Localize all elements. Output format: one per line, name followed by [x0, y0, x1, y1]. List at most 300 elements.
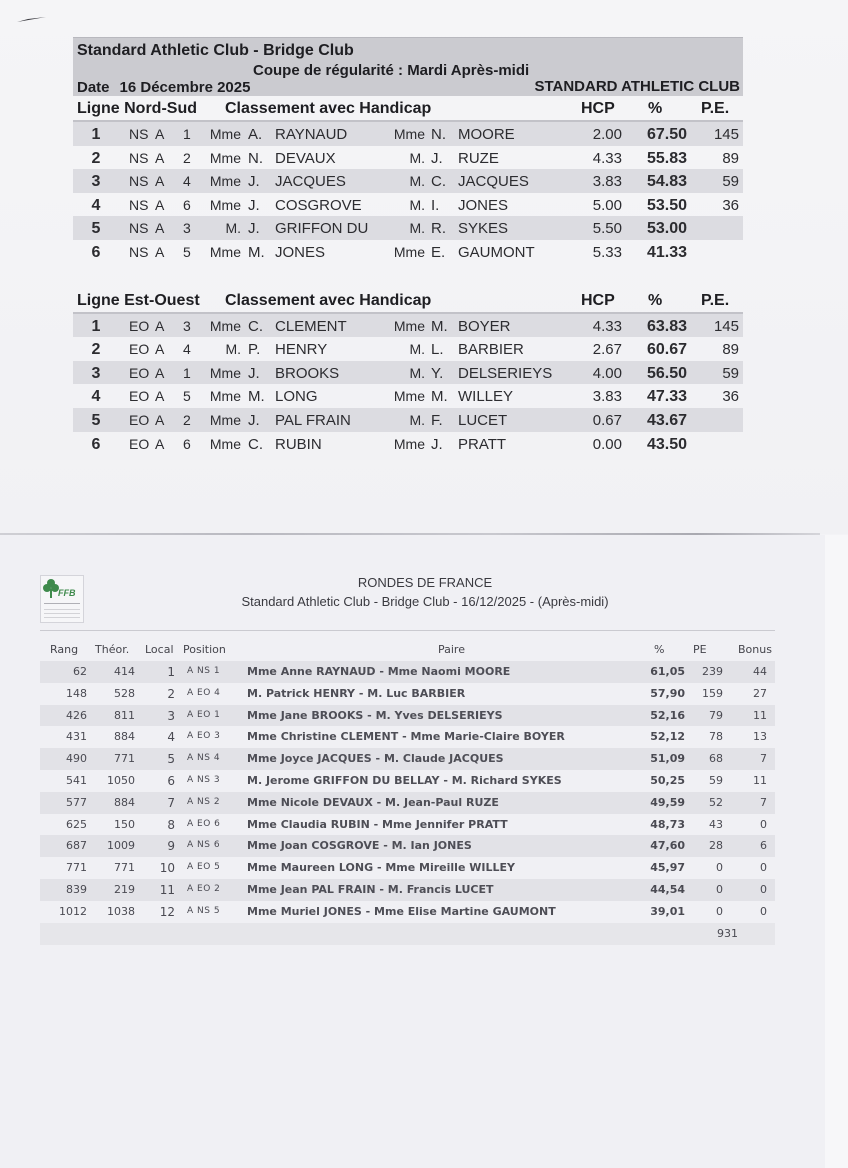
- bonus-cell: 0: [760, 904, 767, 918]
- section-cell: A: [155, 220, 165, 237]
- section-cell: A: [155, 173, 165, 190]
- section-title-ns: [73, 96, 743, 122]
- svg-text:FFB: FFB: [58, 588, 76, 598]
- title-1: Mme: [209, 243, 241, 260]
- initial-1: J.: [248, 364, 260, 382]
- player-2-name: SYKES: [458, 220, 509, 238]
- pe-cell: 78: [709, 730, 723, 744]
- pe-cell: 79: [709, 708, 723, 722]
- table-row: [40, 705, 775, 727]
- initial-2: J.: [431, 149, 443, 167]
- bonus-cell: 44: [753, 665, 767, 678]
- col-pe: P.E.: [701, 100, 730, 117]
- pe-cell: 159: [702, 686, 723, 700]
- position-cell: A NS 4: [187, 753, 221, 764]
- pair-cell: M. Jerome GRIFFON DU BELLAY - M. Richard SYKES: [247, 773, 562, 787]
- rang-cell: 687: [66, 839, 87, 853]
- theor-cell: 1050: [107, 773, 135, 787]
- title-2: M.: [409, 196, 425, 213]
- ffb-results-table: [40, 640, 775, 945]
- table-row: [73, 432, 743, 456]
- initial-1: J.: [248, 220, 260, 238]
- hcp-cell: 2.67: [592, 341, 622, 359]
- pair-cell: Mme Joan COSGROVE - M. Ian JONES: [247, 839, 472, 853]
- direction-cell: NS: [129, 220, 149, 237]
- player-1-name: JACQUES: [275, 173, 346, 191]
- pct-cell: 44,54: [650, 882, 685, 896]
- pct-cell: 43.67: [646, 411, 687, 429]
- ffb-subtitle: Standard Athletic Club - Bridge Club - 16/12/2025 - (Après-midi): [241, 594, 609, 609]
- hcp-cell: 4.00: [592, 364, 622, 382]
- pct-cell: 53.50: [646, 196, 687, 214]
- table-row: [73, 193, 743, 217]
- pe-cell: 89: [722, 149, 739, 167]
- direction-cell: EO: [129, 435, 150, 452]
- total-pe: 931: [717, 926, 738, 940]
- rank-cell: 6: [91, 435, 101, 453]
- table-row: [73, 146, 743, 170]
- table-row: [73, 216, 743, 240]
- title-2: M.: [409, 341, 425, 358]
- initial-2: E.: [431, 243, 446, 261]
- local-cell: 11: [159, 882, 175, 897]
- bonus-cell: 13: [753, 730, 767, 744]
- position-cell: A EO 2: [187, 883, 221, 894]
- theor-cell: 771: [114, 752, 135, 766]
- pe-cell: 59: [709, 773, 723, 787]
- title-2: Mme: [393, 243, 425, 260]
- initial-1: A.: [248, 126, 263, 143]
- pair-cell: Mme Jean PAL FRAIN - M. Francis LUCET: [247, 882, 494, 896]
- bonus-cell: 27: [753, 686, 767, 700]
- player-2-name: MOORE: [458, 126, 515, 143]
- pair-cell: Mme Muriel JONES - Mme Elise Martine GAUMONT: [247, 904, 556, 918]
- initial-1: J.: [248, 196, 260, 214]
- direction-cell: NS: [129, 126, 149, 142]
- initial-2: R.: [431, 220, 446, 238]
- direction-cell: NS: [129, 173, 149, 190]
- rank-cell: 6: [91, 243, 101, 261]
- rang-cell: 62: [73, 665, 87, 678]
- rank-cell: 2: [91, 149, 101, 167]
- pair-cell: Mme Claudia RUBIN - Mme Jennifer PRATT: [247, 817, 508, 831]
- player-2-name: RUZE: [458, 149, 499, 167]
- player-2-name: WILLEY: [458, 388, 514, 406]
- player-2-name: JACQUES: [458, 173, 529, 191]
- rang-cell: 541: [66, 773, 87, 787]
- hcp-cell: 4.33: [592, 149, 622, 167]
- hcp-cell: 4.33: [592, 317, 622, 335]
- pe-cell: 145: [713, 317, 739, 335]
- player-1-name: DEVAUX: [275, 149, 336, 167]
- hcp-cell: 2.00: [592, 126, 622, 143]
- rank-cell: 2: [91, 341, 101, 359]
- col-pct: %: [648, 291, 663, 309]
- bonus-cell: 7: [760, 795, 767, 809]
- initial-2: I.: [431, 196, 440, 214]
- title-2: M.: [409, 411, 425, 428]
- table-cell: 6: [183, 196, 191, 213]
- initial-2: M.: [431, 317, 448, 335]
- rank-cell: 4: [91, 196, 101, 214]
- title-1: M.: [225, 341, 241, 358]
- section-title-eo: [73, 288, 743, 314]
- ranking-type: Classement avec Handicap: [225, 291, 432, 309]
- initial-1: J.: [248, 173, 260, 191]
- table-row: [40, 748, 775, 770]
- scan-edge: [825, 535, 848, 1168]
- section-cell: A: [155, 317, 165, 334]
- section-cell: A: [155, 149, 165, 166]
- player-1-name: CLEMENT: [275, 317, 347, 335]
- player-1-name: PAL FRAIN: [275, 411, 351, 429]
- pct-cell: 60.67: [646, 341, 687, 359]
- initial-2: Y.: [431, 364, 444, 382]
- bonus-cell: 0: [760, 882, 767, 896]
- local-cell: 3: [167, 708, 175, 723]
- hcp-cell: 0.00: [592, 435, 622, 453]
- table-row: [73, 122, 743, 146]
- pen-mark-icon: [16, 14, 48, 24]
- pct-cell: 51,09: [650, 752, 685, 766]
- date-value: 16 Décembre 2025: [119, 79, 251, 96]
- section-cell: A: [155, 196, 165, 213]
- pct-cell: 54.83: [646, 173, 687, 191]
- pct-cell: 52,12: [650, 730, 685, 744]
- pair-cell: Mme Christine CLEMENT - Mme Marie-Claire BOYER: [247, 730, 565, 744]
- table-row: [73, 361, 743, 385]
- table-row: [73, 408, 743, 432]
- pe-cell: 43: [709, 817, 723, 831]
- pct-cell: 57,90: [650, 686, 685, 700]
- table-cell: 1: [183, 126, 191, 142]
- pe-cell: 0: [716, 904, 723, 918]
- table-row: [40, 901, 775, 923]
- title-1: Mme: [209, 388, 241, 405]
- rang-cell: 1012: [59, 904, 87, 918]
- theor-cell: 1038: [107, 904, 135, 918]
- bonus-cell: 11: [753, 708, 767, 722]
- initial-1: P.: [248, 341, 261, 359]
- table-row: [40, 661, 775, 683]
- player-2-name: BARBIER: [458, 341, 524, 359]
- direction-cell: NS: [129, 243, 149, 260]
- table-cell: 1: [183, 364, 191, 381]
- position-cell: A EO 4: [187, 687, 221, 698]
- rang-cell: 426: [66, 708, 87, 722]
- handicap-report: [73, 37, 743, 455]
- hcp-cell: 5.50: [592, 220, 622, 238]
- pair-cell: Mme Maureen LONG - Mme Mireille WILLEY: [247, 861, 515, 875]
- title-2: M.: [409, 149, 425, 166]
- section-cell: A: [155, 411, 165, 428]
- rang-cell: 577: [66, 795, 87, 809]
- player-1-name: GRIFFON DU: [275, 220, 369, 238]
- rank-cell: 1: [91, 126, 101, 143]
- hcp-cell: 3.83: [592, 173, 622, 191]
- bonus-cell: 0: [760, 861, 767, 875]
- line-label: Ligne Est-Ouest: [77, 291, 200, 309]
- divider: [40, 630, 775, 631]
- bonus-cell: 7: [760, 752, 767, 766]
- player-2-name: JONES: [458, 196, 509, 214]
- player-2-name: DELSERIEYS: [458, 364, 553, 382]
- pe-cell: 68: [709, 752, 723, 766]
- title-1: Mme: [209, 411, 241, 428]
- pe-cell: 28: [709, 839, 723, 853]
- position-cell: A EO 3: [187, 731, 221, 742]
- position-cell: A NS 5: [187, 905, 221, 916]
- player-1-name: COSGROVE: [275, 196, 362, 214]
- player-1-name: BROOKS: [275, 364, 340, 382]
- table-row: [40, 726, 775, 748]
- pct-cell: 45,97: [650, 861, 685, 875]
- section-cell: A: [155, 243, 165, 260]
- pct-cell: 63.83: [646, 317, 687, 335]
- table-cell: 4: [183, 341, 191, 358]
- table-row: [40, 792, 775, 814]
- table-header: [40, 640, 775, 661]
- section-cell: A: [155, 364, 165, 381]
- section-cell: A: [155, 388, 165, 405]
- club-caps: STANDARD ATHLETIC CLUB: [534, 78, 740, 95]
- table-row: [73, 384, 743, 408]
- initial-2: N.: [431, 126, 446, 143]
- player-2-name: PRATT: [458, 435, 507, 453]
- rang-cell: 431: [66, 730, 87, 744]
- position-cell: A NS 1: [187, 666, 221, 676]
- date-label: Date: [77, 79, 110, 96]
- rank-cell: 1: [91, 317, 101, 335]
- rang-cell: 771: [66, 861, 87, 875]
- pe-cell: 59: [722, 173, 739, 191]
- player-2-name: LUCET: [458, 411, 508, 429]
- club-name: Standard Athletic Club - Bridge Club: [77, 42, 354, 59]
- table-cell: 5: [183, 388, 191, 405]
- eo-ranking-table: [73, 314, 743, 456]
- rang-cell: 148: [66, 686, 87, 700]
- table-row: [73, 240, 743, 264]
- title-2: Mme: [393, 388, 425, 405]
- rang-cell: 839: [66, 882, 87, 896]
- table-row: [40, 770, 775, 792]
- table-cell: 4: [183, 173, 191, 190]
- theor-cell: 771: [114, 861, 135, 875]
- local-cell: 10: [159, 861, 175, 876]
- initial-1: C.: [248, 317, 263, 335]
- theor-cell: 884: [114, 795, 135, 809]
- pct-cell: 47,60: [650, 839, 685, 853]
- theor-cell: 811: [114, 708, 135, 722]
- event-date: [77, 79, 250, 96]
- table-row: [40, 814, 775, 836]
- pe-cell: 0: [716, 882, 723, 896]
- section-cell: A: [155, 341, 165, 358]
- rank-cell: 3: [91, 364, 101, 382]
- initial-1: M.: [248, 388, 265, 406]
- pe-cell: 239: [702, 665, 723, 678]
- title-1: M.: [225, 220, 241, 237]
- position-cell: A EO 5: [187, 862, 221, 873]
- col-pe: P.E.: [701, 291, 730, 309]
- title-1: Mme: [209, 435, 241, 452]
- local-cell: 5: [167, 752, 175, 767]
- local-cell: 1: [167, 665, 175, 679]
- col-paire: Paire: [438, 643, 465, 656]
- col-bonus: Bonus: [738, 643, 772, 656]
- pe-cell: 59: [722, 364, 739, 382]
- table-row: [40, 857, 775, 879]
- local-cell: 2: [167, 686, 175, 701]
- player-1-name: RUBIN: [275, 435, 322, 453]
- pct-cell: 53.00: [646, 220, 687, 238]
- theor-cell: 150: [114, 817, 135, 831]
- initial-2: J.: [431, 435, 443, 453]
- initial-2: C.: [431, 173, 446, 191]
- rank-cell: 5: [91, 411, 101, 429]
- theor-cell: 528: [114, 686, 135, 700]
- local-cell: 7: [167, 795, 175, 810]
- pct-cell: 50,25: [650, 773, 685, 787]
- col-local: Local: [145, 643, 174, 656]
- direction-cell: EO: [129, 388, 150, 405]
- table-cell: 3: [183, 220, 191, 237]
- theor-cell: 414: [114, 665, 135, 678]
- title-2: Mme: [393, 435, 425, 452]
- table-row: [73, 337, 743, 361]
- bonus-cell: 6: [760, 839, 767, 853]
- initial-1: J.: [248, 411, 260, 429]
- position-cell: A EO 1: [187, 709, 221, 720]
- direction-cell: NS: [129, 196, 149, 213]
- title-1: Mme: [209, 173, 241, 190]
- title-1: Mme: [209, 126, 241, 142]
- direction-cell: EO: [129, 364, 150, 381]
- col-pct: %: [654, 643, 665, 656]
- pair-cell: M. Patrick HENRY - M. Luc BARBIER: [247, 686, 466, 700]
- pair-cell: Mme Jane BROOKS - M. Yves DELSERIEYS: [247, 708, 503, 722]
- direction-cell: NS: [129, 149, 149, 166]
- bonus-cell: 11: [753, 773, 767, 787]
- title-2: M.: [409, 220, 425, 237]
- local-cell: 12: [159, 904, 175, 919]
- pct-cell: 41.33: [646, 243, 687, 261]
- col-hcp: HCP: [581, 291, 615, 309]
- col-pe: PE: [693, 643, 707, 656]
- player-1-name: RAYNAUD: [275, 126, 348, 143]
- pct-cell: 55.83: [646, 149, 687, 167]
- pair-cell: Mme Nicole DEVAUX - M. Jean-Paul RUZE: [247, 795, 499, 809]
- pair-cell: Mme Anne RAYNAUD - Mme Naomi MOORE: [247, 665, 511, 678]
- rang-cell: 625: [66, 817, 87, 831]
- col-position: Position: [183, 643, 226, 656]
- initial-2: F.: [431, 411, 443, 429]
- section-cell: A: [155, 435, 165, 452]
- ns-ranking-table: [73, 122, 743, 264]
- title-2: Mme: [393, 317, 425, 334]
- table-row: [73, 314, 743, 338]
- pe-cell: 145: [713, 126, 739, 143]
- initial-2: L.: [431, 341, 444, 359]
- player-2-name: GAUMONT: [458, 243, 535, 261]
- line-label: Ligne Nord-Sud: [77, 100, 197, 117]
- bonus-cell: 0: [760, 817, 767, 831]
- rank-cell: 3: [91, 173, 101, 191]
- hcp-cell: 3.83: [592, 388, 622, 406]
- pct-cell: 48,73: [650, 817, 685, 831]
- pct-cell: 56.50: [646, 364, 687, 382]
- table-row: [40, 879, 775, 901]
- player-1-name: JONES: [275, 243, 326, 261]
- pct-cell: 67.50: [646, 126, 687, 143]
- local-cell: 8: [167, 817, 175, 832]
- direction-cell: EO: [129, 341, 150, 358]
- initial-1: M.: [248, 243, 265, 261]
- table-cell: 2: [183, 411, 191, 428]
- local-cell: 9: [167, 839, 175, 854]
- table-row: [40, 835, 775, 857]
- local-cell: 6: [167, 773, 175, 788]
- col-theor: Théor.: [95, 643, 130, 656]
- table-row: [40, 683, 775, 705]
- player-1-name: HENRY: [275, 341, 328, 359]
- initial-2: M.: [431, 388, 448, 406]
- hcp-cell: 5.33: [592, 243, 622, 261]
- ranking-type: Classement avec Handicap: [225, 100, 432, 117]
- hcp-cell: 5.00: [592, 196, 622, 214]
- title-2: Mme: [393, 126, 425, 142]
- pct-cell: 47.33: [646, 388, 687, 406]
- table-cell: 2: [183, 149, 191, 166]
- pct-cell: 61,05: [650, 665, 685, 678]
- pct-cell: 49,59: [650, 795, 685, 809]
- col-hcp: HCP: [581, 100, 615, 117]
- pe-cell: 0: [716, 861, 723, 875]
- theor-cell: 219: [114, 882, 135, 896]
- title-1: Mme: [209, 196, 241, 213]
- player-1-name: LONG: [275, 388, 318, 406]
- title-2: M.: [409, 364, 425, 381]
- rang-cell: 490: [66, 752, 87, 766]
- pe-cell: 36: [722, 196, 739, 214]
- total-row: [40, 923, 775, 945]
- table-cell: 3: [183, 317, 191, 334]
- table-cell: 6: [183, 435, 191, 452]
- title-1: Mme: [209, 364, 241, 381]
- direction-cell: EO: [129, 411, 150, 428]
- title-1: Mme: [209, 317, 241, 334]
- pe-cell: 89: [722, 341, 739, 359]
- rank-cell: 5: [91, 220, 101, 238]
- theor-cell: 884: [114, 730, 135, 744]
- event-name: Coupe de régularité : Mardi Après-midi: [253, 62, 530, 79]
- section-cell: A: [155, 126, 165, 142]
- title-1: Mme: [209, 149, 241, 166]
- col-pct: %: [648, 100, 663, 117]
- table-row: [73, 169, 743, 193]
- pe-cell: 52: [709, 795, 723, 809]
- title-2: M.: [409, 173, 425, 190]
- table-cell: 5: [183, 243, 191, 260]
- report-header: [73, 37, 743, 96]
- pct-cell: 43.50: [646, 435, 687, 453]
- pair-cell: Mme Joyce JACQUES - M. Claude JACQUES: [247, 752, 504, 766]
- position-cell: A EO 6: [187, 818, 221, 829]
- ffb-title: RONDES DE FRANCE: [357, 575, 493, 590]
- direction-cell: EO: [129, 317, 150, 334]
- local-cell: 4: [167, 730, 175, 745]
- pct-cell: 52,16: [650, 708, 685, 722]
